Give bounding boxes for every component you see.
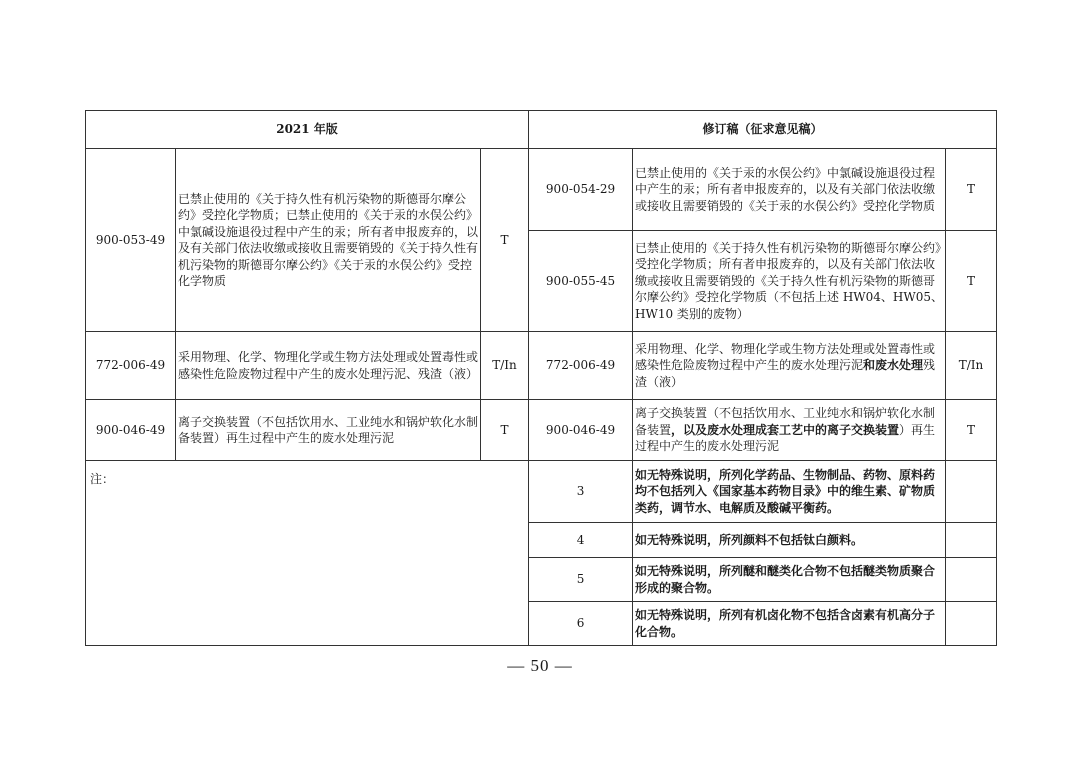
- empty-cell: [946, 558, 997, 602]
- new-description: 已禁止使用的《关于持久性有机污染物的斯德哥尔摩公约》受控化学物质；所有者申报废弃的，以及有关部门依法收缴或接收且需要销毁的《关于持久性有机污染物的斯德哥尔摩公约》受控化学物质（不包括上述 HW04、HW05、HW10 类别的废物）: [633, 231, 946, 332]
- table-row: [86, 400, 997, 461]
- old-description: 已禁止使用的《关于持久性有机污染物的斯德哥尔摩公约》受控化学物质；已禁止使用的《关于汞的水俣公约》中氯碱设施退役过程中产生的汞；所有者申报废弃的，以及有关部门依法收缴或接收且需要销毁的《关于持久性有机污染物的斯德哥尔摩公约》《关于汞的水俣公约》受控化学物质: [176, 149, 481, 332]
- note-number: 5: [529, 558, 633, 602]
- old-description: 离子交换装置（不包括饮用水、工业纯水和锅炉软化水制备装置）再生过程中产生的废水处理污泥: [176, 400, 481, 461]
- old-code: 900-046-49: [86, 400, 176, 461]
- new-code: 900-046-49: [529, 400, 633, 461]
- header-row: [86, 111, 997, 149]
- header-2021-version: 2021 年版: [86, 111, 529, 149]
- new-description: 已禁止使用的《关于汞的水俣公约》中氯碱设施退役过程中产生的汞；所有者申报废弃的，以及有关部门依法收缴或接收且需要销毁的《关于汞的水俣公约》受控化学物质: [633, 149, 946, 231]
- empty-cell: [946, 602, 997, 646]
- note-number: 4: [529, 523, 633, 558]
- note-text: 如无特殊说明，所列醚和醚类化合物不包括醚类物质聚合形成的聚合物。: [633, 558, 946, 602]
- table-row: [86, 149, 997, 231]
- notes-label: 注：: [86, 461, 529, 646]
- new-feature: T: [946, 231, 997, 332]
- page-number: — 50 —: [507, 656, 573, 675]
- new-feature: T: [946, 400, 997, 461]
- note-text: 如无特殊说明，所列有机卤化物不包括含卤素有机高分子化合物。: [633, 602, 946, 646]
- old-code: 772-006-49: [86, 332, 176, 400]
- note-text: 如无特殊说明，所列颜料不包括钛白颜料。: [633, 523, 946, 558]
- table-row: [86, 332, 997, 400]
- empty-cell: [946, 523, 997, 558]
- new-feature: T/In: [946, 332, 997, 400]
- note-number: 6: [529, 602, 633, 646]
- new-description: 采用物理、化学、物理化学或生物方法处理或处置毒性或感染性危险废物过程中产生的废水处理污泥和废水处理残渣（液）: [633, 332, 946, 400]
- header-revised-draft: 修订稿（征求意见稿）: [529, 111, 997, 149]
- note-text: 如无特殊说明，所列化学药品、生物制品、药物、原料药均不包括列入《国家基本药物目录》中的维生素、矿物质类药，调节水、电解质及酸碱平衡药。: [633, 461, 946, 523]
- new-code: 772-006-49: [529, 332, 633, 400]
- comparison-table: [85, 110, 997, 646]
- new-code: 900-055-45: [529, 231, 633, 332]
- revised-text: ，以及废水处理成套工艺中的离子交换装置: [671, 422, 900, 437]
- new-code: 900-054-29: [529, 149, 633, 231]
- note-number: 3: [529, 461, 633, 523]
- old-feature: T: [481, 400, 529, 461]
- old-feature: T/In: [481, 332, 529, 400]
- old-code: 900-053-49: [86, 149, 176, 332]
- revised-text: 和废水处理: [863, 358, 924, 373]
- old-description: 采用物理、化学、物理化学或生物方法处理或处置毒性或感染性危险废物过程中产生的废水处理污泥、残渣（液）: [176, 332, 481, 400]
- note-row: [86, 461, 997, 523]
- new-description: 离子交换装置（不包括饮用水、工业纯水和锅炉软化水制备装置，以及废水处理成套工艺中的离子交换装置）再生过程中产生的废水处理污泥: [633, 400, 946, 461]
- empty-cell: [946, 461, 997, 523]
- new-feature: T: [946, 149, 997, 231]
- old-feature: T: [481, 149, 529, 332]
